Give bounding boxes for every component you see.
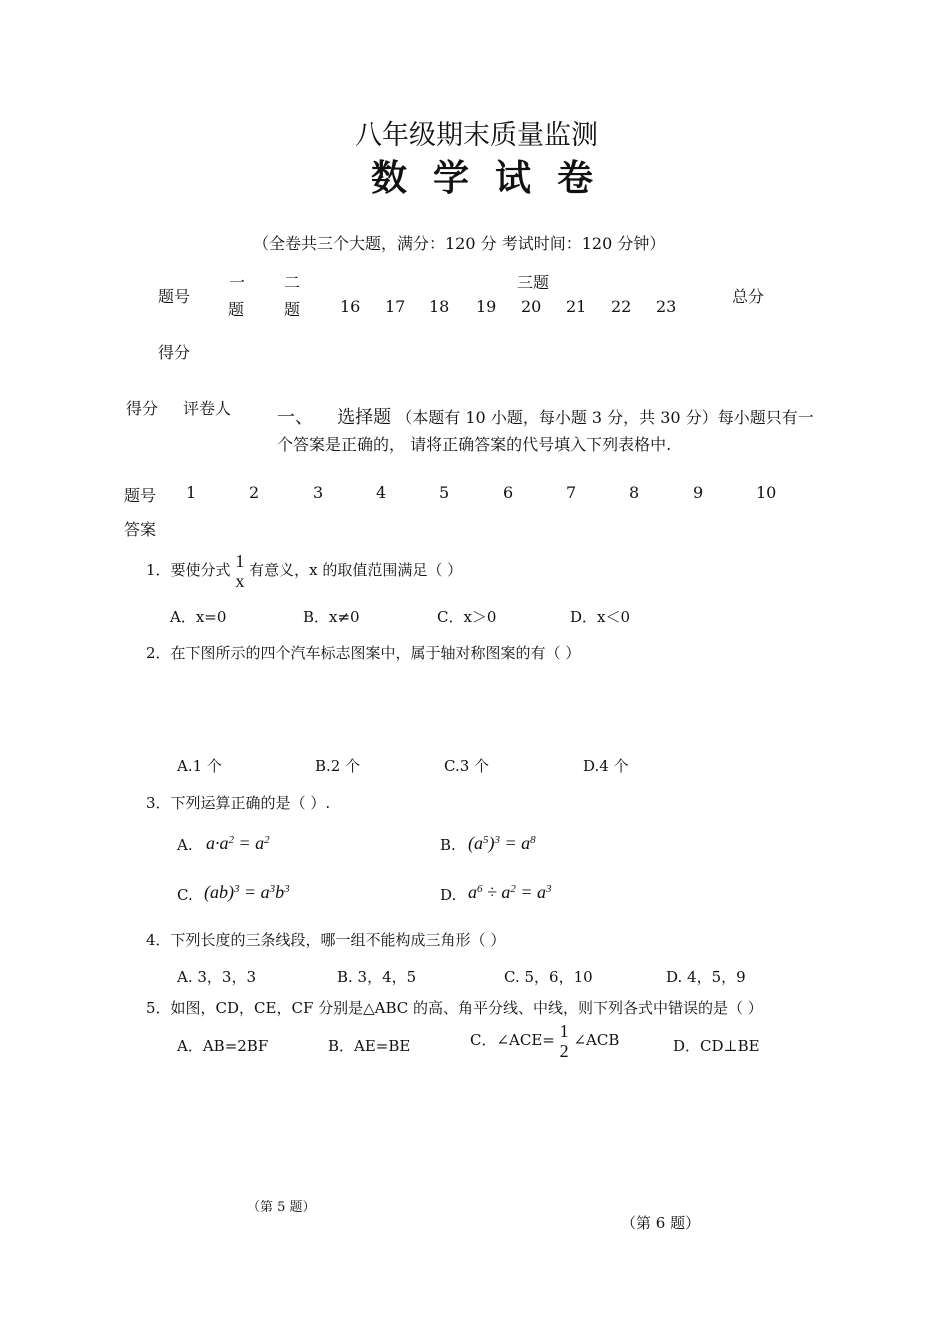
question-1-stem-before: 1．要使分式	[146, 561, 231, 579]
question-4-option-d: D. 4，5，9	[666, 968, 746, 986]
question-1-option-b: B．x≠0	[303, 608, 360, 626]
score-col-16: 16	[340, 297, 361, 316]
question-5-stem: 5．如图，CD，CE，CF 分别是△ABC 的高、角平分线、中线，则下列各式中错误的是（ ）	[146, 999, 763, 1017]
question-3-option-b-label: B.	[440, 836, 456, 854]
question-3-option-b-formula: $(a^5)^3 = a^8$	[468, 833, 536, 853]
section-one-desc: （本题有 10 小题，每小题 3 分，共 30 分）每小题只有一	[396, 408, 814, 427]
section-one-instruction: 个答案是正确的， 请将正确答案的代号填入下列表格中.	[277, 435, 672, 454]
answer-col-10: 10	[756, 483, 777, 502]
exam-title: 八年级期末质量监测	[355, 120, 598, 151]
score-table-row-label: 题号	[158, 287, 191, 306]
answer-col-6: 6	[503, 483, 514, 502]
score-row-label: 得分	[158, 343, 191, 362]
question-2-option-b: B.2 个	[315, 757, 361, 775]
answer-col-3: 3	[313, 483, 324, 502]
question-1-option-c: C．x＞0	[437, 608, 497, 626]
score-col-20: 20	[521, 297, 542, 316]
answer-col-8: 8	[629, 483, 640, 502]
answer-col-4: 4	[376, 483, 387, 502]
answer-table-row-label: 题号	[124, 486, 157, 505]
grader-reviewer-label: 评卷人	[183, 399, 232, 418]
fraction-numerator: 1	[559, 1021, 569, 1041]
question-4-stem: 4．下列长度的三条线段，哪一组不能构成三角形（ ）	[146, 931, 506, 949]
exam-subject-title: 数学试卷	[371, 157, 620, 199]
question-1-option-a: A．x=0	[170, 608, 227, 626]
option-c-fraction	[560, 1021, 569, 1061]
score-col-23: 23	[656, 297, 677, 316]
question-5-option-b: B．AE=BE	[328, 1037, 411, 1055]
question-5-option-d: D．CD⊥BE	[673, 1037, 760, 1055]
score-col-21: 21	[566, 297, 587, 316]
score-col-19: 19	[476, 297, 497, 316]
answer-col-5: 5	[439, 483, 450, 502]
question-5-option-c	[470, 1018, 619, 1062]
fraction-denominator: 2	[559, 1041, 569, 1061]
answer-col-2: 2	[249, 483, 260, 502]
score-col-22: 22	[611, 297, 632, 316]
section-one-heading	[277, 403, 814, 429]
score-col-17: 17	[385, 297, 406, 316]
answer-col-9: 9	[693, 483, 704, 502]
question-3-option-d-label: D.	[440, 886, 457, 904]
question-4-option-b: B. 3，4，5	[337, 968, 417, 986]
question-5-option-a: A．AB=2BF	[177, 1037, 269, 1055]
answer-col-1: 1	[186, 483, 197, 502]
question-3-option-a-formula: $a\cdot a^2 = a^2$	[206, 833, 270, 853]
question-4-option-c: C. 5，6，10	[504, 968, 593, 986]
question-1-fraction	[235, 551, 244, 591]
figure-5-caption: （第 5 题）	[247, 1200, 316, 1215]
question-1	[146, 548, 462, 592]
col-yi-bottom: 题	[228, 300, 245, 319]
question-2-option-a: A.1 个	[177, 757, 222, 775]
question-3-option-c-label: C.	[177, 886, 193, 904]
section-one-number: 一、	[277, 407, 313, 428]
col-er-top: 二	[284, 273, 301, 292]
fraction-denominator: x	[235, 571, 245, 591]
question-1-stem-after: 有意义，x 的取值范围满足（ ）	[249, 561, 463, 579]
fraction-numerator: 1	[235, 551, 245, 571]
figure-6-caption: （第 6 题）	[621, 1214, 701, 1232]
question-1-option-d: D．x＜0	[570, 608, 631, 626]
option-c-after: ∠ACB	[573, 1031, 620, 1049]
col-group-san: 三题	[517, 273, 550, 292]
col-yi-top: 一	[229, 273, 246, 292]
answer-row-label: 答案	[124, 520, 157, 539]
score-col-18: 18	[429, 297, 450, 316]
question-3-option-c-formula: $(ab)^3 = a^3b^3$	[204, 882, 290, 902]
answer-col-7: 7	[566, 483, 577, 502]
question-2-stem: 2．在下图所示的四个汽车标志图案中，属于轴对称图案的有（ ）	[146, 644, 581, 662]
question-3-option-d-formula: $a^6 \div a^2 = a^3$	[468, 882, 552, 902]
grader-score-label: 得分	[126, 399, 159, 418]
question-2-option-c: C.3 个	[444, 757, 490, 775]
question-4-option-a: A. 3，3，3	[177, 968, 256, 986]
option-c-before: C．∠ACE=	[470, 1031, 555, 1049]
question-3-option-a-label: A.	[177, 836, 193, 854]
question-2-option-d: D.4 个	[583, 757, 629, 775]
exam-info: （全卷共三个大题，满分：120 分 考试时间：120 分钟）	[253, 234, 666, 253]
score-col-total: 总分	[732, 287, 765, 306]
col-er-bottom: 题	[284, 300, 301, 319]
section-one-name: 选择题	[337, 407, 392, 428]
question-3-stem: 3．下列运算正确的是（ ）.	[146, 794, 331, 812]
